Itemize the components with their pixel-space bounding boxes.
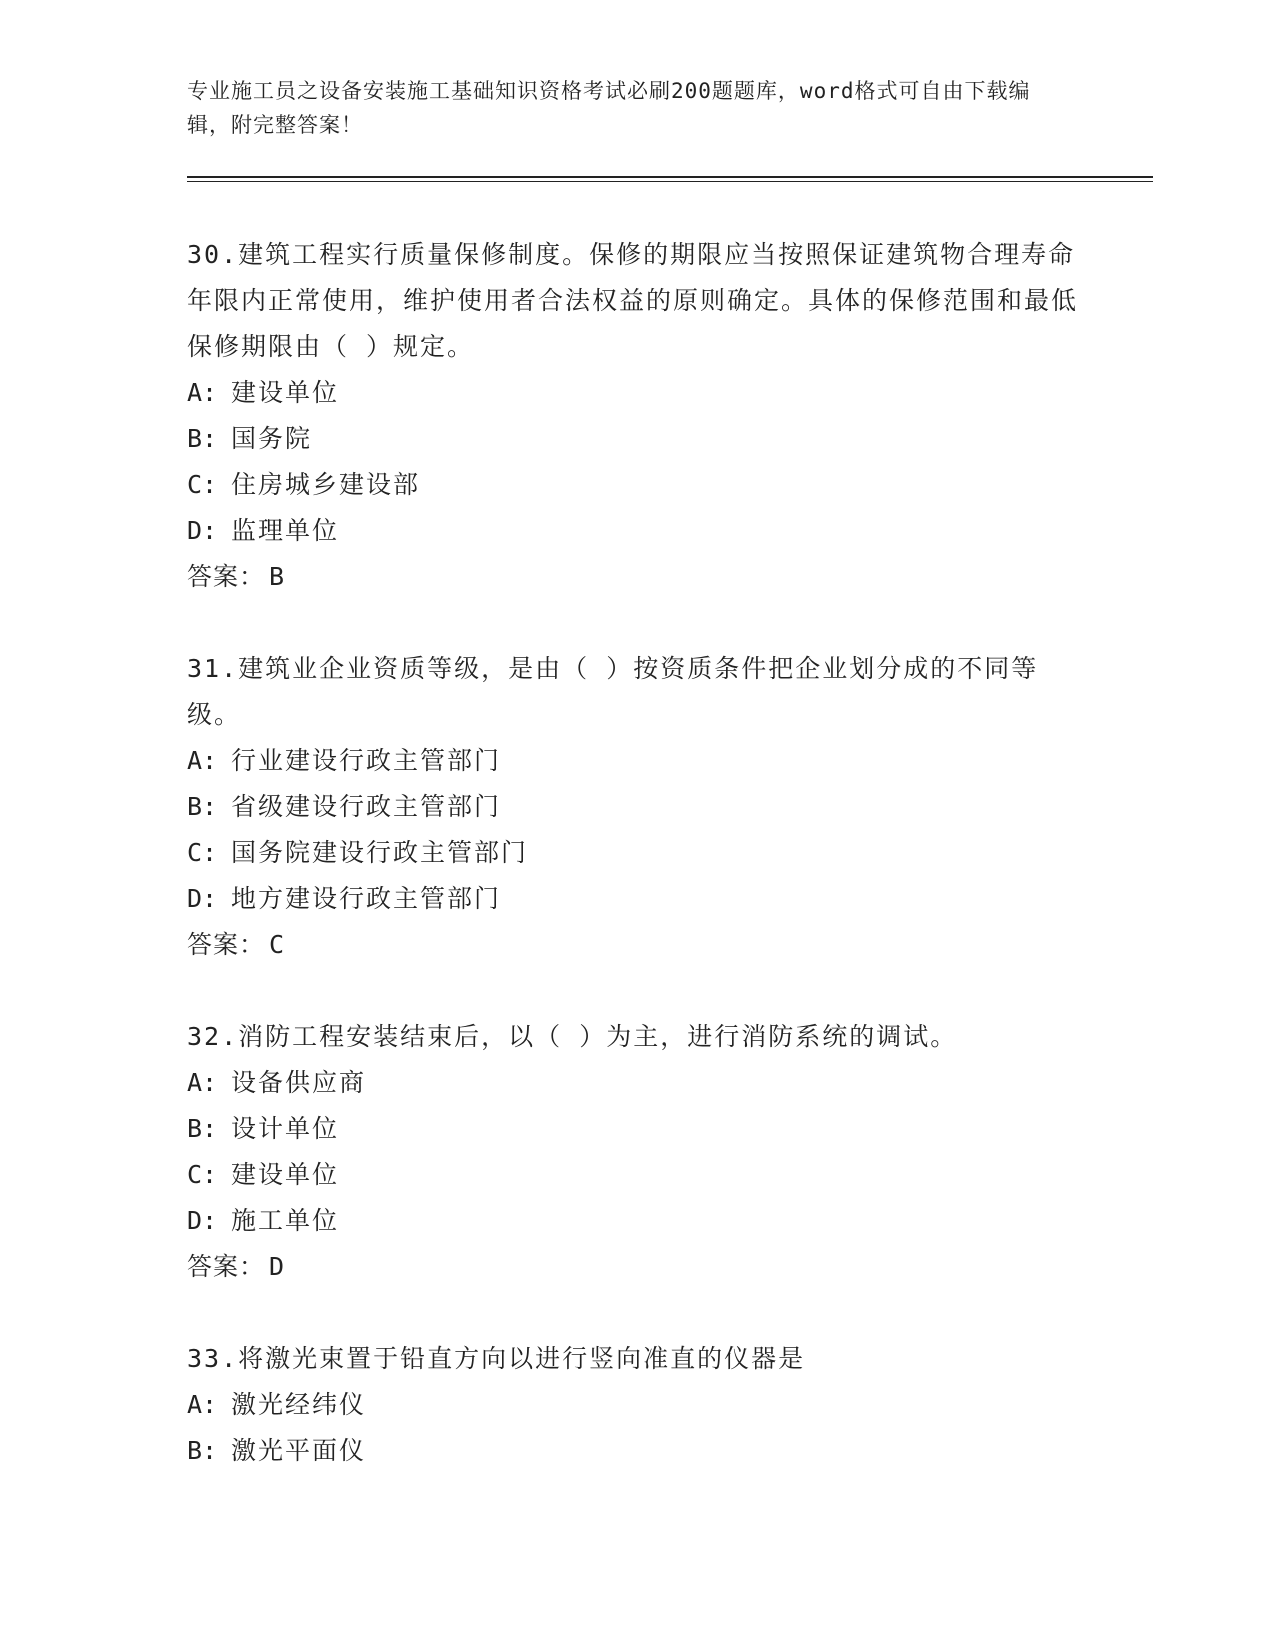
option-letter: D: <box>187 516 218 545</box>
option-letter: B: <box>187 1114 218 1143</box>
question-32 <box>187 1014 1087 1290</box>
option-b <box>187 1428 1087 1474</box>
option-text: 监理单位 <box>231 516 340 545</box>
option-letter: A: <box>187 378 218 407</box>
option-b <box>187 784 1087 830</box>
option-text: 行业建设行政主管部门 <box>231 746 502 775</box>
option-letter: B: <box>187 792 218 821</box>
answer-value: B <box>269 562 285 591</box>
answer-line <box>187 922 1087 968</box>
question-list <box>187 232 1087 1520</box>
option-letter: A: <box>187 1068 218 1097</box>
option-letter: C: <box>187 470 218 499</box>
answer-label: 答案： <box>187 1252 266 1281</box>
answer-value: C <box>269 930 285 959</box>
option-letter: A: <box>187 1390 218 1419</box>
option-c <box>187 1152 1087 1198</box>
option-a <box>187 1382 1087 1428</box>
option-letter: D: <box>187 884 218 913</box>
option-c <box>187 462 1087 508</box>
option-text: 建设单位 <box>231 378 340 407</box>
question-stem: 30.建筑工程实行质量保修制度。保修的期限应当按照保证建筑物合理寿命年限内正常使用，维护使用者合法权益的原则确定。具体的保修范围和最低保修期限由（ ）规定。 <box>187 240 1079 361</box>
option-letter: C: <box>187 838 218 867</box>
option-text: 地方建设行政主管部门 <box>231 884 502 913</box>
option-c <box>187 830 1087 876</box>
question-stem: 32.消防工程安装结束后，以（ ）为主，进行消防系统的调试。 <box>187 1022 958 1051</box>
option-text: 国务院建设行政主管部门 <box>231 838 529 867</box>
question-31 <box>187 646 1087 968</box>
question-stem: 33.将激光束置于铅直方向以进行竖向准直的仪器是 <box>187 1344 806 1373</box>
option-text: 激光经纬仪 <box>231 1390 367 1419</box>
option-letter: B: <box>187 1436 218 1465</box>
question-30 <box>187 232 1087 600</box>
answer-line <box>187 1244 1087 1290</box>
option-letter: C: <box>187 1160 218 1189</box>
option-text: 设计单位 <box>231 1114 340 1143</box>
option-b <box>187 1106 1087 1152</box>
option-a <box>187 1060 1087 1106</box>
option-text: 激光平面仪 <box>231 1436 367 1465</box>
header-divider-thin <box>187 181 1153 182</box>
option-text: 住房城乡建设部 <box>231 470 421 499</box>
answer-value: D <box>269 1252 285 1281</box>
answer-label: 答案： <box>187 930 266 959</box>
option-b <box>187 416 1087 462</box>
option-text: 设备供应商 <box>231 1068 367 1097</box>
option-letter: B: <box>187 424 218 453</box>
answer-label: 答案： <box>187 562 266 591</box>
option-text: 省级建设行政主管部门 <box>231 792 502 821</box>
answer-line <box>187 554 1087 600</box>
document-header: 专业施工员之设备安装施工基础知识资格考试必刷200题题库，word格式可自由下载编辑，附完整答案！ <box>187 79 1031 137</box>
option-d <box>187 508 1087 554</box>
option-text: 建设单位 <box>231 1160 340 1189</box>
question-stem: 31.建筑业企业资质等级，是由（ ）按资质条件把企业划分成的不同等级。 <box>187 654 1039 729</box>
option-letter: A: <box>187 746 218 775</box>
header-divider <box>187 176 1153 178</box>
option-a <box>187 370 1087 416</box>
option-letter: D: <box>187 1206 218 1235</box>
option-text: 国务院 <box>231 424 313 453</box>
option-d <box>187 1198 1087 1244</box>
option-a <box>187 738 1087 784</box>
option-d <box>187 876 1087 922</box>
question-33 <box>187 1336 1087 1474</box>
option-text: 施工单位 <box>231 1206 340 1235</box>
